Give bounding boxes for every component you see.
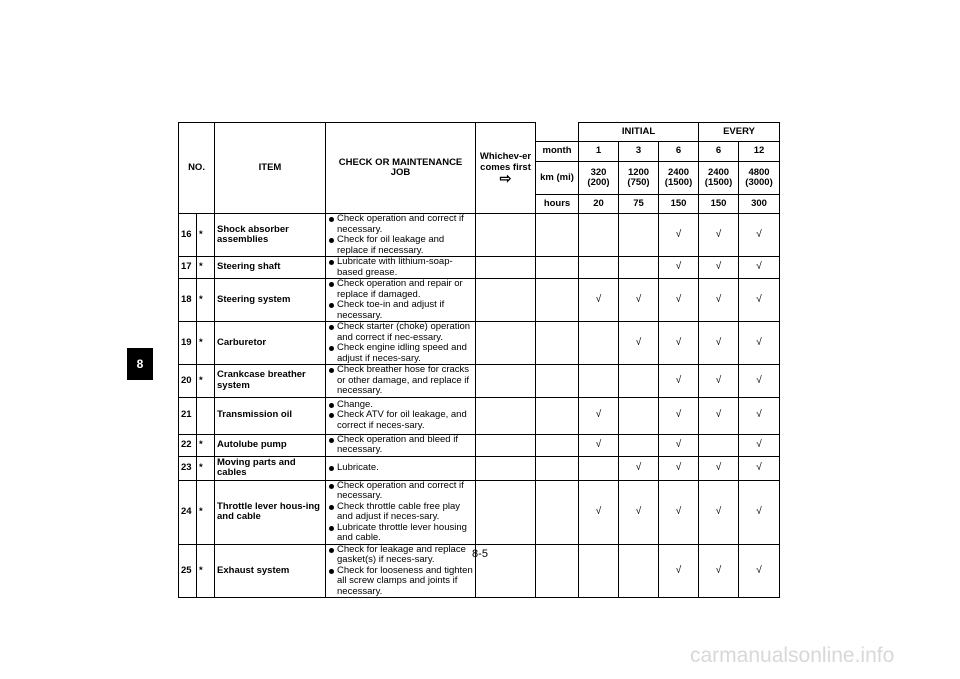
check-mark: √ bbox=[659, 365, 699, 398]
row-job bbox=[326, 365, 476, 398]
check-mark: √ bbox=[699, 257, 739, 279]
check-mark: √ bbox=[739, 214, 780, 257]
check-mark: √ bbox=[739, 544, 780, 598]
job-line: Check throttle cable free play and adjust if neces-sary. bbox=[328, 502, 473, 523]
row-item: Shock absorber assemblies bbox=[215, 214, 326, 257]
km-value: 2400 (1500) bbox=[699, 162, 739, 195]
check-mark: √ bbox=[739, 480, 780, 544]
whichever-cell bbox=[476, 322, 536, 365]
row-asterisk: * bbox=[197, 279, 215, 322]
check-mark: √ bbox=[619, 456, 659, 480]
row-job bbox=[326, 214, 476, 257]
hours-value: 150 bbox=[659, 195, 699, 214]
row-asterisk: * bbox=[197, 214, 215, 257]
km-value: 2400 (1500) bbox=[659, 162, 699, 195]
whichever-cell bbox=[476, 434, 536, 456]
row-number: 24 bbox=[179, 480, 197, 544]
table-row bbox=[179, 434, 780, 456]
maintenance-table bbox=[178, 122, 780, 598]
header-km-label: km (mi) bbox=[536, 162, 579, 195]
month-value: 3 bbox=[619, 142, 659, 162]
job-line: Check starter (choke) operation and correct if nec-essary. bbox=[328, 322, 473, 343]
header-job: CHECK OR MAINTENANCE JOB bbox=[326, 123, 476, 214]
header-item: ITEM bbox=[215, 123, 326, 214]
header-no: NO. bbox=[179, 123, 215, 214]
job-line: Check for leakage and replace gasket(s) if neces-sary. bbox=[328, 545, 473, 566]
job-line: Check toe-in and adjust if necessary. bbox=[328, 300, 473, 321]
check-mark: √ bbox=[699, 544, 739, 598]
row-number: 19 bbox=[179, 322, 197, 365]
row-number: 17 bbox=[179, 257, 197, 279]
table-row bbox=[179, 397, 780, 434]
whichever-cell bbox=[476, 257, 536, 279]
check-mark: √ bbox=[579, 480, 619, 544]
empty-cell bbox=[619, 397, 659, 434]
job-line: Check engine idling speed and adjust if neces-sary. bbox=[328, 343, 473, 364]
blank-cell bbox=[536, 322, 579, 365]
row-number: 18 bbox=[179, 279, 197, 322]
check-mark: √ bbox=[739, 365, 780, 398]
row-item: Autolube pump bbox=[215, 434, 326, 456]
table-body bbox=[179, 214, 780, 598]
job-line: Change. bbox=[328, 400, 473, 411]
check-mark: √ bbox=[659, 279, 699, 322]
check-mark: √ bbox=[739, 434, 780, 456]
whichever-cell bbox=[476, 365, 536, 398]
table-row bbox=[179, 480, 780, 544]
hours-value: 75 bbox=[619, 195, 659, 214]
check-mark: √ bbox=[579, 397, 619, 434]
row-job bbox=[326, 257, 476, 279]
job-line: Lubricate with lithium-soap-based grease. bbox=[328, 257, 473, 278]
watermark: carmanualsonline.info bbox=[690, 644, 895, 667]
job-line: Lubricate. bbox=[328, 463, 473, 474]
check-mark: √ bbox=[619, 279, 659, 322]
check-mark: √ bbox=[739, 397, 780, 434]
check-mark: √ bbox=[659, 322, 699, 365]
month-value: 6 bbox=[659, 142, 699, 162]
row-item: Crankcase breather system bbox=[215, 365, 326, 398]
row-number: 22 bbox=[179, 434, 197, 456]
check-mark: √ bbox=[699, 365, 739, 398]
blank-cell bbox=[536, 214, 579, 257]
row-item: Throttle lever hous-ing and cable bbox=[215, 480, 326, 544]
check-mark: √ bbox=[699, 214, 739, 257]
row-number: 16 bbox=[179, 214, 197, 257]
table-row bbox=[179, 214, 780, 257]
header-whichever: Whichev-er comes first ⇨ bbox=[476, 123, 536, 214]
job-line: Lubricate throttle lever housing and cable. bbox=[328, 523, 473, 544]
row-number: 25 bbox=[179, 544, 197, 598]
empty-cell bbox=[699, 434, 739, 456]
row-job bbox=[326, 456, 476, 480]
row-asterisk: * bbox=[197, 434, 215, 456]
job-line: Check for oil leakage and replace if necessary. bbox=[328, 235, 473, 256]
check-mark: √ bbox=[659, 480, 699, 544]
table-row bbox=[179, 456, 780, 480]
blank-cell bbox=[536, 397, 579, 434]
check-mark: √ bbox=[699, 279, 739, 322]
empty-cell bbox=[619, 365, 659, 398]
row-asterisk bbox=[197, 397, 215, 434]
check-mark: √ bbox=[579, 434, 619, 456]
job-line: Check operation and repair or replace if damaged. bbox=[328, 279, 473, 300]
header-every: EVERY bbox=[699, 123, 780, 142]
check-mark: √ bbox=[579, 279, 619, 322]
row-asterisk: * bbox=[197, 365, 215, 398]
check-mark: √ bbox=[659, 214, 699, 257]
check-mark: √ bbox=[699, 456, 739, 480]
job-line: Check operation and correct if necessary. bbox=[328, 214, 473, 235]
blank-cell bbox=[536, 456, 579, 480]
table-row bbox=[179, 279, 780, 322]
check-mark: √ bbox=[659, 544, 699, 598]
table-row bbox=[179, 365, 780, 398]
month-value: 12 bbox=[739, 142, 780, 162]
hours-value: 20 bbox=[579, 195, 619, 214]
check-mark: √ bbox=[739, 279, 780, 322]
month-value: 6 bbox=[699, 142, 739, 162]
row-asterisk: * bbox=[197, 322, 215, 365]
blank-cell bbox=[536, 257, 579, 279]
check-mark: √ bbox=[699, 322, 739, 365]
hours-value: 300 bbox=[739, 195, 780, 214]
month-value: 1 bbox=[579, 142, 619, 162]
job-line: Check operation and bleed if necessary. bbox=[328, 435, 473, 456]
check-mark: √ bbox=[659, 397, 699, 434]
section-tab: 8 bbox=[127, 348, 153, 380]
row-job bbox=[326, 322, 476, 365]
empty-cell bbox=[619, 257, 659, 279]
row-job bbox=[326, 397, 476, 434]
page-number: 8-5 bbox=[472, 548, 488, 560]
whichever-cell bbox=[476, 214, 536, 257]
hours-value: 150 bbox=[699, 195, 739, 214]
km-value: 4800 (3000) bbox=[739, 162, 780, 195]
row-item: Carburetor bbox=[215, 322, 326, 365]
row-asterisk: * bbox=[197, 257, 215, 279]
check-mark: √ bbox=[619, 322, 659, 365]
check-mark: √ bbox=[699, 480, 739, 544]
empty-cell bbox=[619, 434, 659, 456]
row-number: 21 bbox=[179, 397, 197, 434]
row-job bbox=[326, 434, 476, 456]
row-job bbox=[326, 480, 476, 544]
check-mark: √ bbox=[739, 257, 780, 279]
check-mark: √ bbox=[619, 480, 659, 544]
row-asterisk: * bbox=[197, 480, 215, 544]
check-mark: √ bbox=[739, 456, 780, 480]
job-line: Check breather hose for cracks or other damage, and replace if necessary. bbox=[328, 365, 473, 397]
check-mark: √ bbox=[699, 397, 739, 434]
whichever-cell bbox=[476, 279, 536, 322]
empty-cell bbox=[579, 365, 619, 398]
arrow-right-icon: ⇨ bbox=[499, 170, 512, 187]
empty-cell bbox=[579, 257, 619, 279]
check-mark: √ bbox=[659, 257, 699, 279]
table-row bbox=[179, 322, 780, 365]
row-item: Exhaust system bbox=[215, 544, 326, 598]
blank-cell bbox=[536, 480, 579, 544]
check-mark: √ bbox=[659, 434, 699, 456]
header-initial: INITIAL bbox=[579, 123, 699, 142]
row-asterisk: * bbox=[197, 456, 215, 480]
row-number: 20 bbox=[179, 365, 197, 398]
row-item: Moving parts and cables bbox=[215, 456, 326, 480]
row-asterisk: * bbox=[197, 544, 215, 598]
whichever-cell bbox=[476, 397, 536, 434]
row-job bbox=[326, 279, 476, 322]
check-mark: √ bbox=[739, 322, 780, 365]
blank-cell bbox=[536, 434, 579, 456]
blank-cell bbox=[536, 365, 579, 398]
job-line: Check for looseness and tighten all screw clamps and joints if necessary. bbox=[328, 566, 473, 598]
whichever-cell bbox=[476, 456, 536, 480]
km-value: 320 (200) bbox=[579, 162, 619, 195]
check-mark: √ bbox=[659, 456, 699, 480]
whichever-cell bbox=[476, 480, 536, 544]
job-line: Check ATV for oil leakage, and correct if neces-sary. bbox=[328, 410, 473, 431]
job-line: Check operation and correct if necessary. bbox=[328, 481, 473, 502]
blank-cell bbox=[536, 279, 579, 322]
row-item: Steering system bbox=[215, 279, 326, 322]
empty-cell bbox=[619, 214, 659, 257]
header-month-label: month bbox=[536, 142, 579, 162]
empty-cell bbox=[579, 322, 619, 365]
row-item: Transmission oil bbox=[215, 397, 326, 434]
header-blank bbox=[536, 123, 579, 142]
row-number: 23 bbox=[179, 456, 197, 480]
table-row bbox=[179, 257, 780, 279]
km-value: 1200 (750) bbox=[619, 162, 659, 195]
empty-cell bbox=[579, 456, 619, 480]
empty-cell bbox=[579, 214, 619, 257]
header-hours-label: hours bbox=[536, 195, 579, 214]
row-item: Steering shaft bbox=[215, 257, 326, 279]
